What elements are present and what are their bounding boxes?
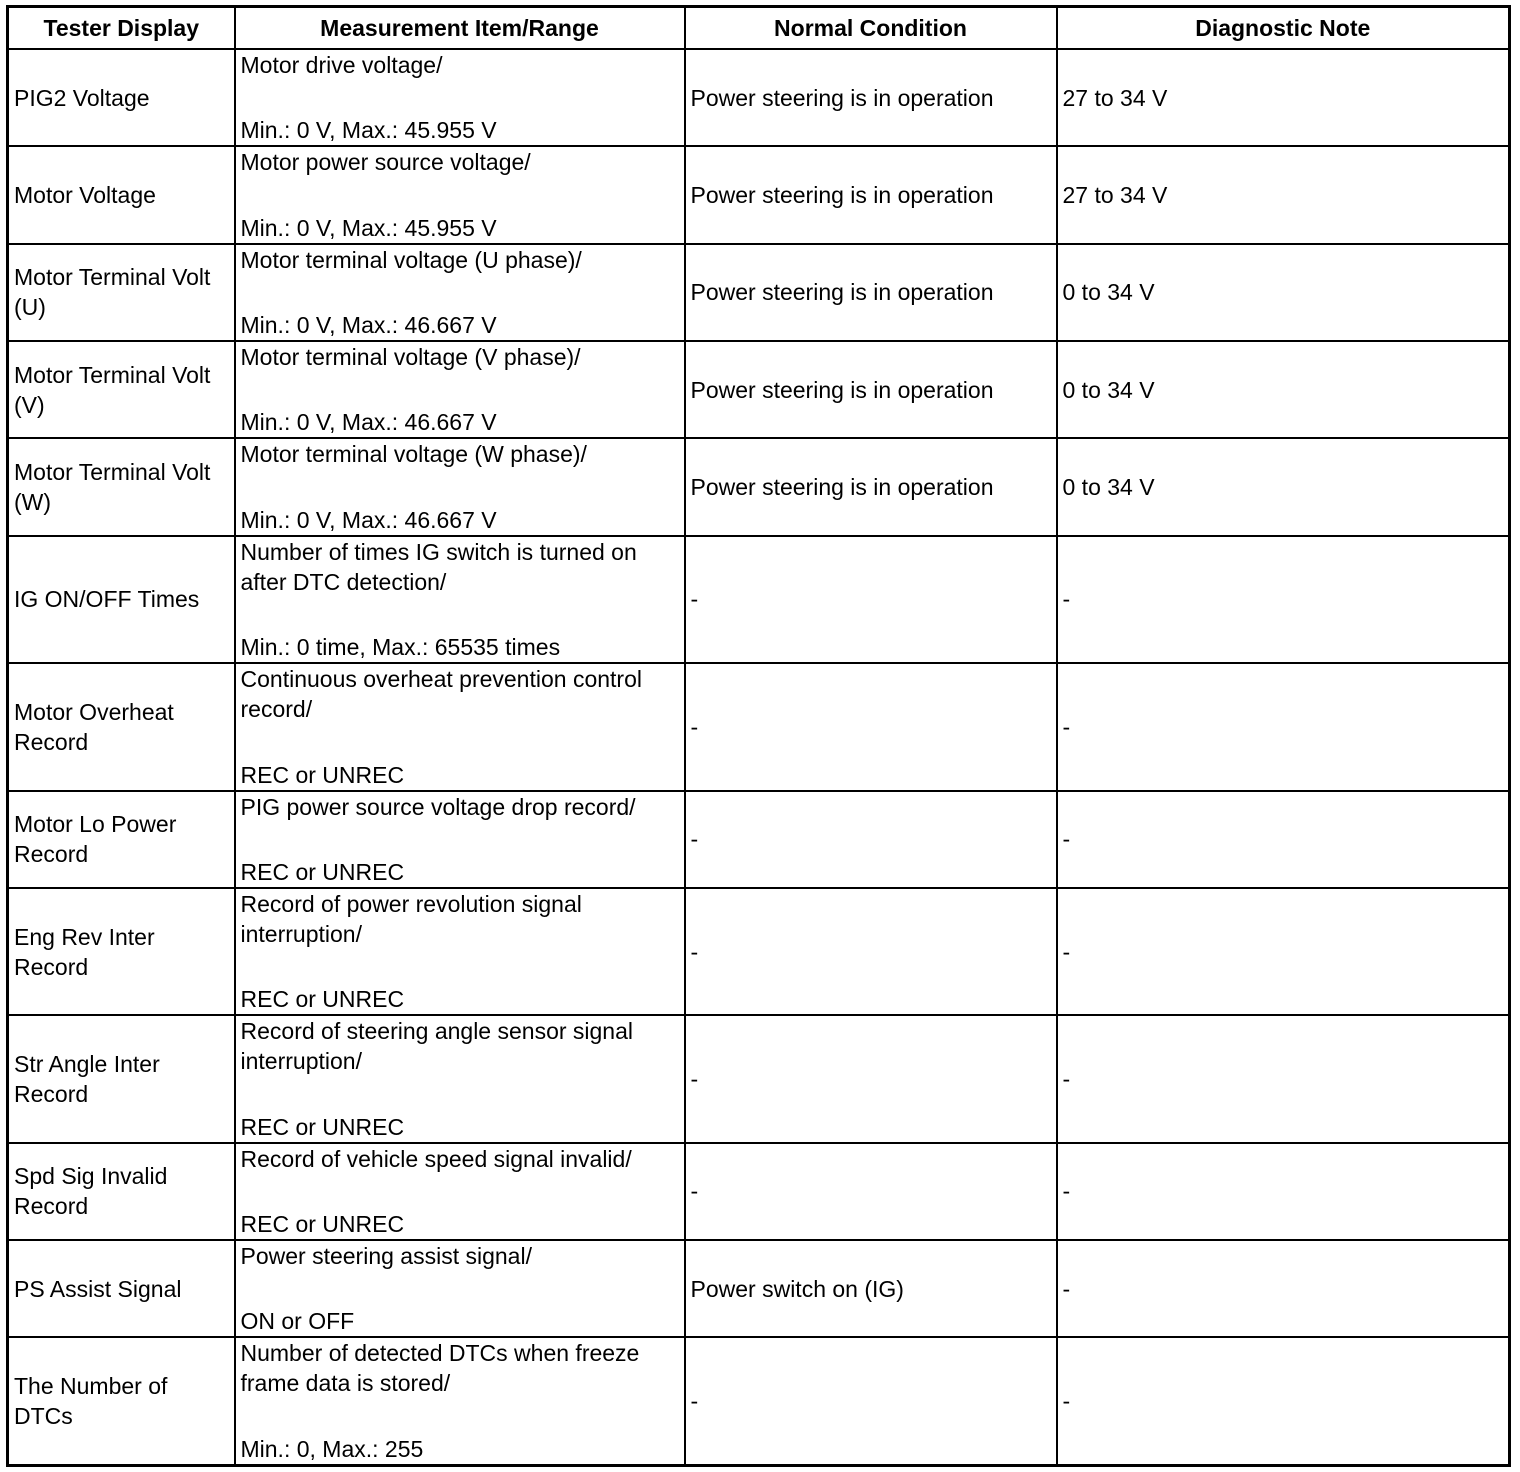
normal-condition-cell: - (685, 1015, 1057, 1142)
measurement-cell (235, 663, 685, 790)
diagnostic-note-cell: 27 to 34 V (1057, 49, 1510, 146)
diagnostic-note-cell: - (1057, 1337, 1510, 1465)
normal-condition-cell: Power steering is in operation (685, 49, 1057, 146)
table-row (8, 49, 1510, 146)
diagnostic-note-cell: 0 to 34 V (1057, 341, 1510, 438)
tester-display-cell: Eng Rev Inter Record (8, 888, 235, 1015)
table-row (8, 1143, 1510, 1240)
measurement-range: REC or UNREC (240, 1113, 405, 1140)
normal-condition-cell: - (685, 1143, 1057, 1240)
tester-display-cell: Str Angle Inter Record (8, 1015, 235, 1142)
measurement-cell (235, 1143, 685, 1240)
measurement-range: ON or OFF (240, 1308, 355, 1335)
diagnostic-note-cell: - (1057, 536, 1510, 663)
table-row (8, 888, 1510, 1015)
measurement-cell (235, 49, 685, 146)
normal-condition-cell: Power steering is in operation (685, 341, 1057, 438)
measurement-item: Number of detected DTCs when freeze frame data is stored/ (240, 1340, 640, 1397)
diagnostic-note-cell: 0 to 34 V (1057, 438, 1510, 535)
normal-condition-cell: - (685, 1337, 1057, 1465)
table-row (8, 341, 1510, 438)
measurement-item: PIG power source voltage drop record/ (240, 793, 636, 820)
measurement-cell (235, 341, 685, 438)
measurement-item: Motor terminal voltage (V phase)/ (240, 343, 581, 370)
measurement-cell (235, 146, 685, 243)
tester-display-cell: Spd Sig Invalid Record (8, 1143, 235, 1240)
table-row (8, 146, 1510, 243)
measurement-item: Number of times IG switch is turned on after DTC detection/ (240, 538, 637, 595)
normal-condition-cell: Power steering is in operation (685, 146, 1057, 243)
tester-display-cell: Motor Voltage (8, 146, 235, 243)
measurement-cell (235, 1015, 685, 1142)
measurement-item: Record of power revolution signal interruption/ (240, 890, 582, 947)
normal-condition-cell: Power switch on (IG) (685, 1240, 1057, 1337)
measurement-range: REC or UNREC (240, 858, 405, 885)
header-diagnostic-note: Diagnostic Note (1057, 7, 1510, 50)
data-list-table (6, 5, 1511, 1467)
diagnostic-note-cell: - (1057, 663, 1510, 790)
table-body (8, 49, 1510, 1466)
diagnostic-note-cell: - (1057, 1143, 1510, 1240)
table-header (8, 7, 1510, 50)
measurement-item: Motor terminal voltage (W phase)/ (240, 441, 587, 468)
measurement-item: Record of vehicle speed signal invalid/ (240, 1145, 632, 1172)
normal-condition-cell: - (685, 888, 1057, 1015)
measurement-cell (235, 536, 685, 663)
measurement-range: Min.: 0 time, Max.: 65535 times (240, 634, 561, 661)
tester-display-cell: PS Assist Signal (8, 1240, 235, 1337)
header-row (8, 7, 1510, 50)
measurement-cell (235, 791, 685, 888)
measurement-item: Motor terminal voltage (U phase)/ (240, 246, 582, 273)
measurement-cell (235, 888, 685, 1015)
tester-display-cell: Motor Terminal Volt (V) (8, 341, 235, 438)
diagnostic-note-cell: 0 to 34 V (1057, 244, 1510, 341)
normal-condition-cell: - (685, 663, 1057, 790)
measurement-item: Motor drive voltage/ (240, 52, 443, 78)
table-row (8, 438, 1510, 535)
tester-display-cell: IG ON/OFF Times (8, 536, 235, 663)
header-tester-display: Tester Display (8, 7, 235, 50)
tester-display-cell: PIG2 Voltage (8, 49, 235, 146)
tester-display-cell: Motor Lo Power Record (8, 791, 235, 888)
tester-display-cell: Motor Overheat Record (8, 663, 235, 790)
measurement-range: REC or UNREC (240, 1211, 405, 1238)
header-normal-condition: Normal Condition (685, 7, 1057, 50)
tester-display-cell: Motor Terminal Volt (W) (8, 438, 235, 535)
table-row (8, 1015, 1510, 1142)
table-row (8, 663, 1510, 790)
measurement-cell (235, 1240, 685, 1337)
measurement-range: Min.: 0 V, Max.: 46.667 V (240, 506, 497, 533)
table-row (8, 536, 1510, 663)
table-row (8, 244, 1510, 341)
table-row (8, 1240, 1510, 1337)
normal-condition-cell: Power steering is in operation (685, 244, 1057, 341)
diagnostic-note-cell: 27 to 34 V (1057, 146, 1510, 243)
table-row (8, 1337, 1510, 1465)
measurement-cell (235, 1337, 685, 1465)
normal-condition-cell: - (685, 536, 1057, 663)
measurement-range: REC or UNREC (240, 761, 405, 788)
measurement-range: Min.: 0 V, Max.: 45.955 V (240, 117, 497, 144)
measurement-range: REC or UNREC (240, 986, 405, 1013)
diagnostic-note-cell: - (1057, 1240, 1510, 1337)
measurement-item: Power steering assist signal/ (240, 1243, 532, 1270)
diagnostic-note-cell: - (1057, 791, 1510, 888)
measurement-cell (235, 438, 685, 535)
measurement-range: Min.: 0, Max.: 255 (240, 1436, 424, 1462)
measurement-item: Motor power source voltage/ (240, 149, 531, 176)
measurement-item: Record of steering angle sensor signal interruption/ (240, 1018, 634, 1075)
diagnostic-note-cell: - (1057, 888, 1510, 1015)
measurement-range: Min.: 0 V, Max.: 46.667 V (240, 409, 497, 436)
normal-condition-cell: Power steering is in operation (685, 438, 1057, 535)
measurement-range: Min.: 0 V, Max.: 46.667 V (240, 311, 497, 338)
tester-display-cell: Motor Terminal Volt (U) (8, 244, 235, 341)
measurement-cell (235, 244, 685, 341)
measurement-item: Continuous overheat prevention control record/ (240, 666, 642, 723)
normal-condition-cell: - (685, 791, 1057, 888)
measurement-range: Min.: 0 V, Max.: 45.955 V (240, 214, 497, 241)
header-measurement-item-range: Measurement Item/Range (235, 7, 685, 50)
tester-display-cell: The Number of DTCs (8, 1337, 235, 1465)
table-row (8, 791, 1510, 888)
diagnostic-note-cell: - (1057, 1015, 1510, 1142)
